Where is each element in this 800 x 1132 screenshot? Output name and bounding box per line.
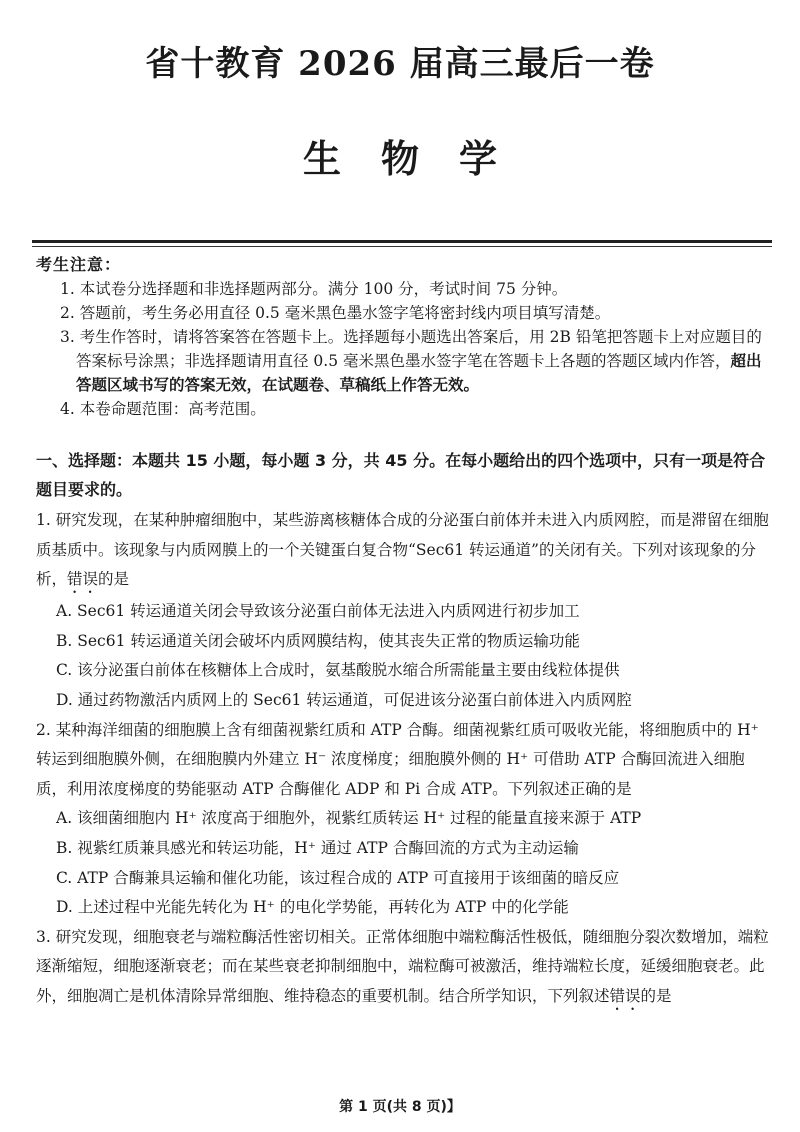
notice-item-3 — [36, 325, 766, 397]
divider-thick — [32, 240, 772, 243]
question-1-tail: 的是 — [98, 570, 130, 589]
candidate-notice — [36, 253, 766, 421]
section-heading: 一、选择题：本题共 15 小题，每小题 3 分，共 45 分。在每小题给出的四个选项中，只有一项是符合题目要求的。 — [36, 451, 766, 499]
question-3-text: 3. 研究发现，细胞衰老与端粒酶活性密切相关。正常体细胞中端粒酶活性极低，随细胞分裂次数增加，端粒逐渐缩短，细胞逐渐衰老；而在某些衰老抑制细胞中，端粒酶可被激活，维持端粒长度，延缓细胞衰老。此外，细胞凋亡是机体清除异常细胞、维持稳态的重要机制。结合所学知识，下列叙述 — [36, 927, 769, 1005]
question-2-stem: 2. 某种海洋细菌的细胞膜上含有细菌视紫红质和 ATP 合酶。细菌视紫红质可吸收光能，将细胞质中的 H⁺ 转运到细胞膜外侧，在细胞膜内外建立 H⁻ 浓度梯度；细胞膜外侧的 H⁺ 可借助 ATP 合酶回流进入细胞质，利用浓度梯度的势能驱动 ATP 合酶催化 ADP 和 Pi 合成 ATP。下列叙述正确的是 — [36, 720, 759, 798]
question-1-option-c: C. 该分泌蛋白前体在核糖体上合成时，氨基酸脱水缩合所需能量主要由线粒体提供 — [56, 661, 620, 680]
question-1-option-a: A. Sec61 转运通道关闭会导致该分泌蛋白前体无法进入内质网进行初步加工 — [56, 602, 580, 621]
question-list — [36, 506, 771, 1014]
question-1-emphasis: 错误 — [67, 570, 99, 589]
question-3-tail: 的是 — [640, 986, 672, 1005]
subject-title: 生物学 — [302, 136, 537, 181]
question-3-stem — [36, 923, 771, 1014]
question-2-option-b: B. 视紫红质兼具感光和转运功能，H⁺ 通过 ATP 合酶回流的方式为主动运输 — [56, 838, 579, 857]
notice-heading: 考生注意： — [36, 255, 122, 274]
question-1-text: 1. 研究发现，在某种肿瘤细胞中，某些游离核糖体合成的分泌蛋白前体并未进入内质网腔，而是滞留在细胞质基质中。该现象与内质网膜上的一个关键蛋白复合物“Sec61 转运通道”的关闭有关。下列对该现象的分析， — [36, 511, 769, 589]
notice-item-3-text: 3. 考生作答时，请将答案答在答题卡上。选择题每小题选出答案后，用 2B 铅笔把答题卡上对应题目的答案标号涂黑；非选择题请用直径 0.5 毫米黑色墨水签字笔在答题卡上各题的答题区域内作答， — [60, 328, 762, 370]
question-1-option-b: B. Sec61 转运通道关闭会破坏内质网膜结构，使其丧失正常的物质运输功能 — [56, 631, 580, 650]
notice-item-1: 1. 本试卷分选择题和非选择题两部分。满分 100 分，考试时间 75 分钟。 — [60, 280, 568, 298]
question-2-option-c: C. ATP 合酶兼具运输和催化功能，该过程合成的 ATP 可直接用于该细菌的暗反应 — [56, 868, 620, 887]
question-2-option-d: D. 上述过程中光能先转化为 H⁺ 的电化学势能，再转化为 ATP 中的化学能 — [56, 898, 569, 917]
exam-title: 省十教育 2026 届高三最后一卷 — [145, 44, 655, 84]
question-3-emphasis: 错误 — [609, 986, 641, 1005]
divider-thin — [32, 246, 772, 247]
notice-item-3-bold: 超出答题区域书写的答案无效，在试题卷、草稿纸上作答无效。 — [76, 352, 762, 394]
notice-item-2: 2. 答题前，考生务必用直径 0.5 毫米黑色墨水签字笔将密封线内项目填写清楚。 — [60, 304, 611, 322]
question-1-option-d: D. 通过药物激活内质网上的 Sec61 转运通道，可促进该分泌蛋白前体进入内质网腔 — [56, 690, 632, 709]
notice-item-4: 4. 本卷命题范围：高考范围。 — [60, 400, 266, 418]
question-2-option-a: A. 该细菌细胞内 H⁺ 浓度高于细胞外，视紫红质转运 H⁺ 过程的能量直接来源于 ATP — [56, 809, 642, 828]
page-footer: 第 1 页(共 8 页)】 — [339, 1099, 461, 1115]
question-1-stem — [36, 506, 771, 597]
